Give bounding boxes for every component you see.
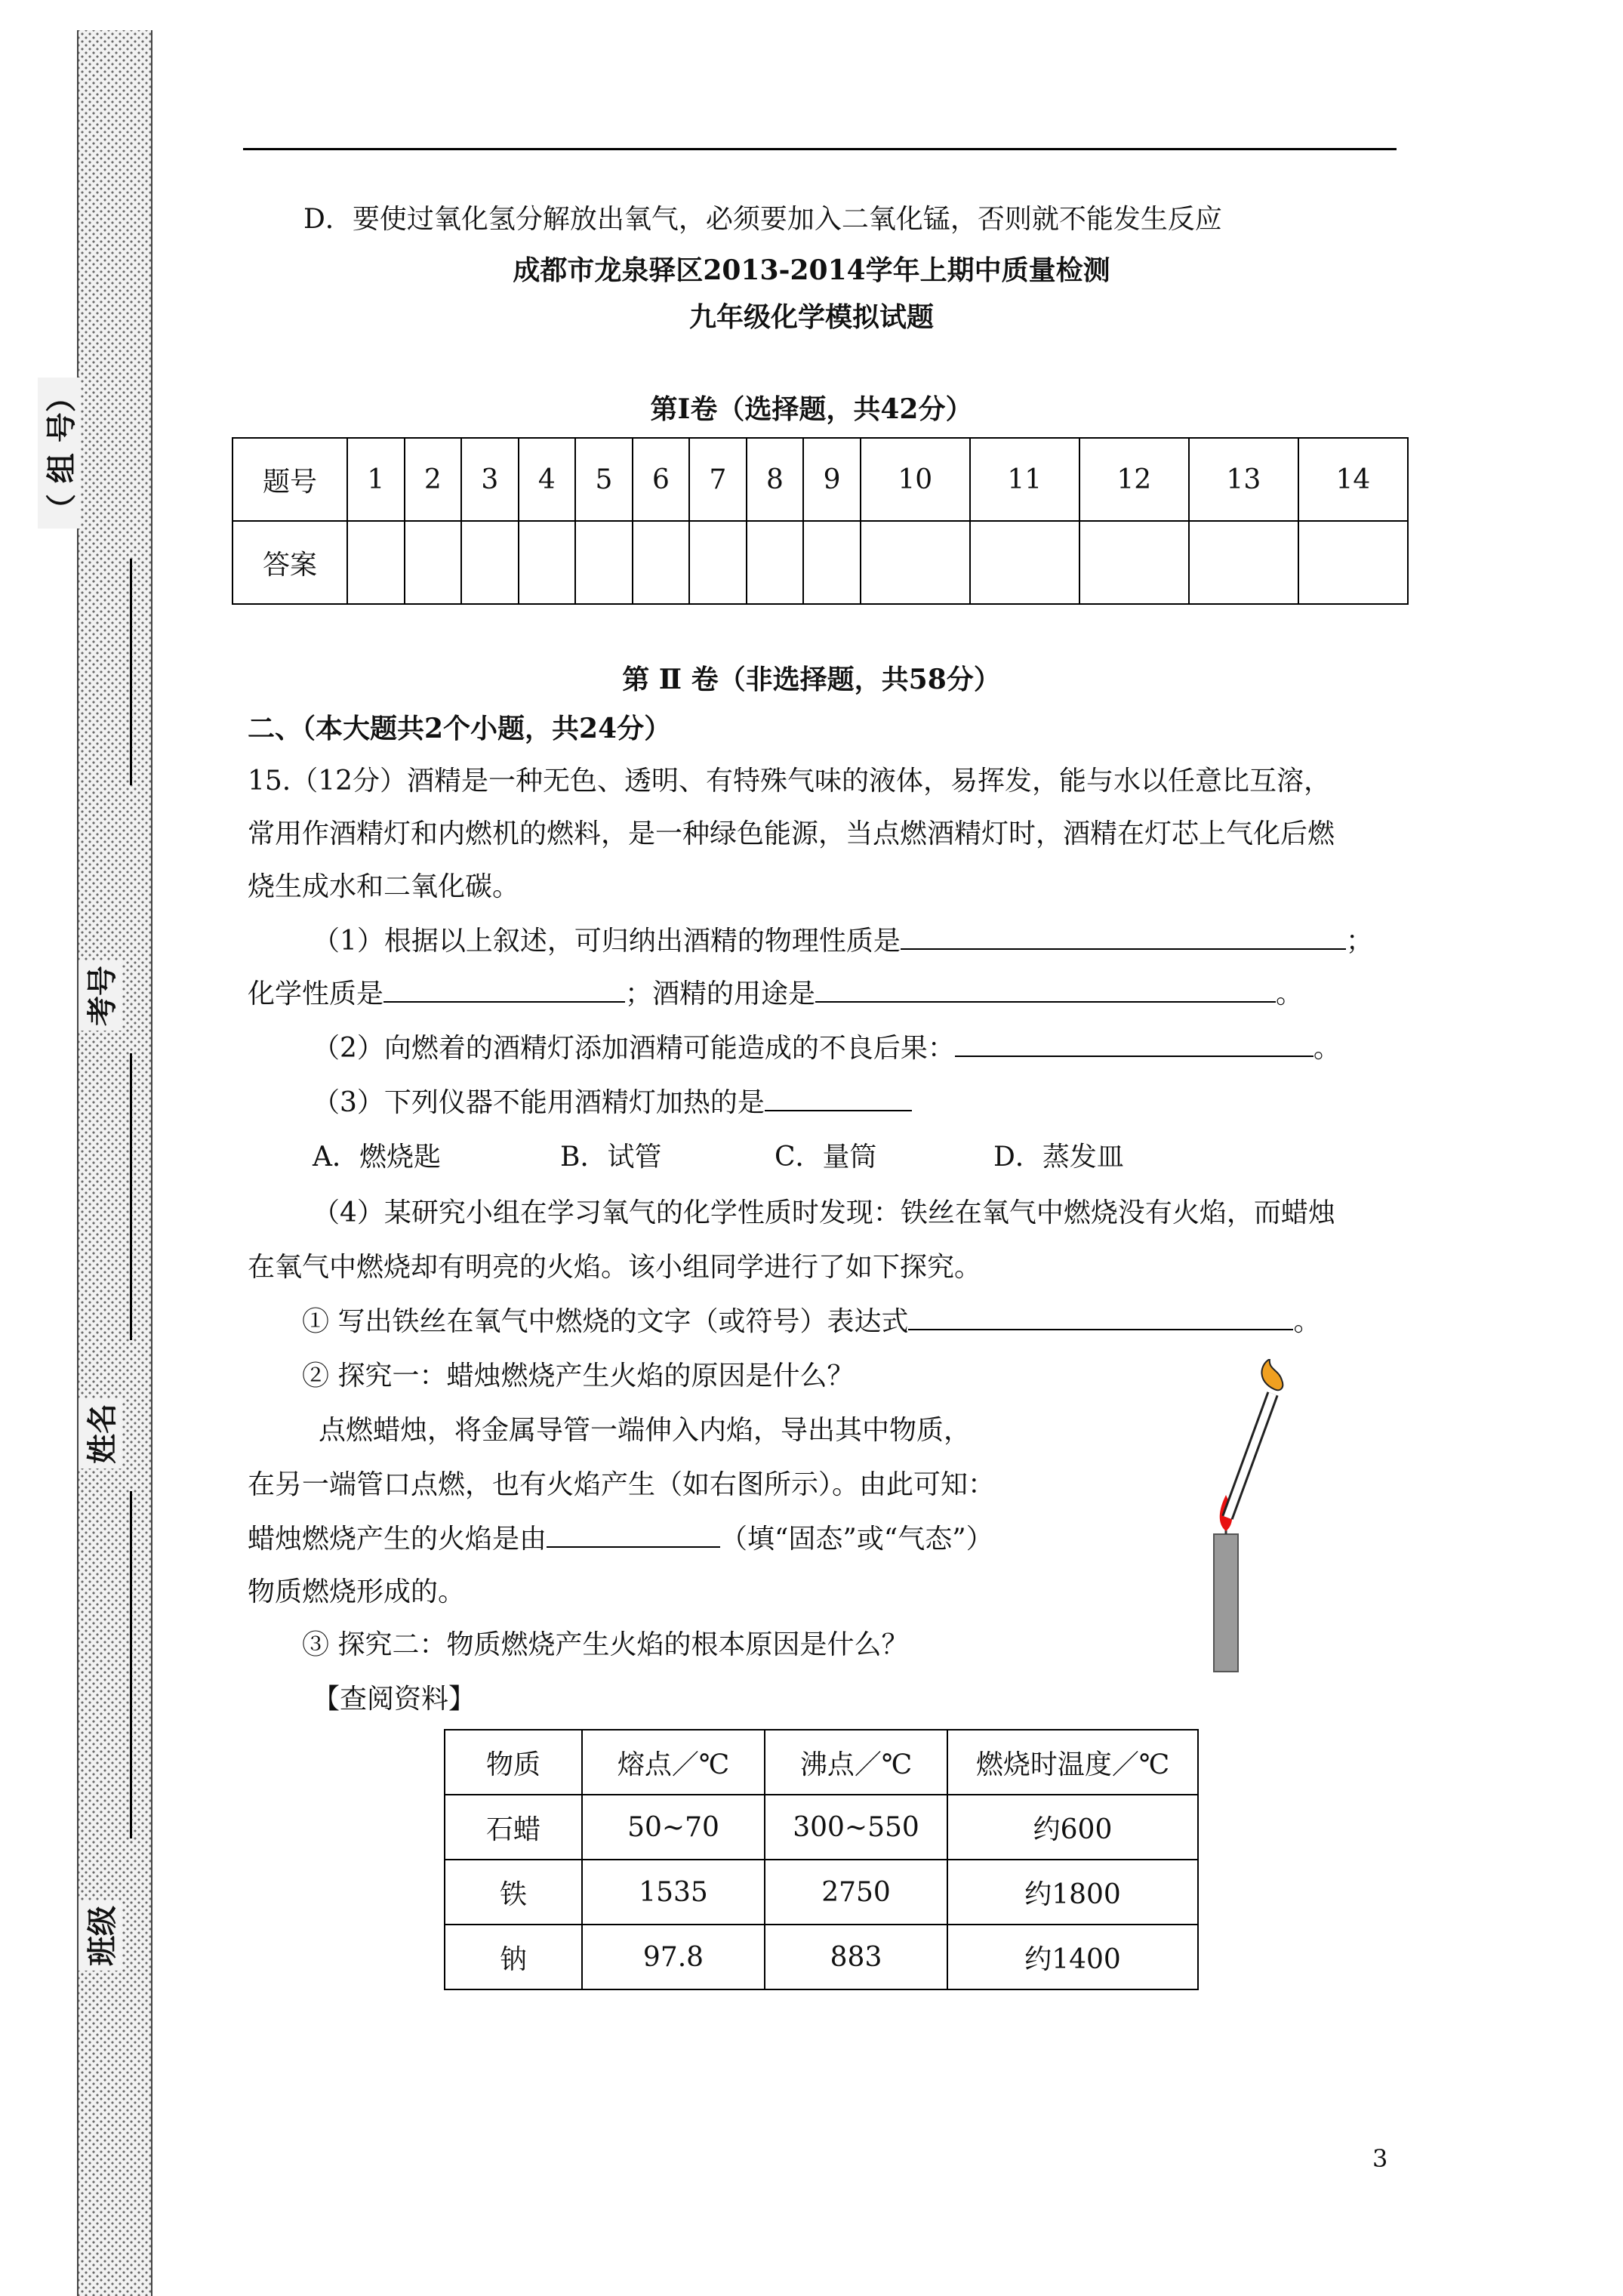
q15-part1-line <box>313 920 1373 958</box>
question-number-cell: 12 <box>1079 438 1189 521</box>
question-number-cell: 6 <box>633 438 690 521</box>
name-line <box>130 1491 132 1838</box>
step2-line3-text: 蜡烛燃烧产生的火焰是由 <box>248 1524 547 1555</box>
q15-part2-text: （2）向燃着的酒精灯添加酒精可能造成的不良后果： <box>313 1033 955 1064</box>
answer-cell[interactable] <box>347 521 405 604</box>
q15-intro-line2: 常用作酒精灯和内燃机的燃料，是一种绿色能源，当点燃酒精灯时，酒精在灯芯上气化后燃 <box>248 818 1335 849</box>
table-cell: 铁 <box>445 1860 582 1925</box>
answer-cell[interactable] <box>1079 521 1189 604</box>
table-cell: 2750 <box>765 1860 947 1925</box>
table-row <box>445 1730 1198 1795</box>
table-cell: 97.8 <box>582 1925 765 1989</box>
question-number-cell: 10 <box>861 438 970 521</box>
instrument-blank[interactable] <box>765 1083 912 1111</box>
table-cell: 1535 <box>582 1860 765 1925</box>
answer-cell[interactable] <box>747 521 804 604</box>
question-number-cell: 14 <box>1298 438 1408 521</box>
header-substance: 物质 <box>445 1730 582 1795</box>
table-cell: 约1800 <box>947 1860 1198 1925</box>
question-number-cell: 11 <box>970 438 1079 521</box>
group-number-field: （ 组 号） <box>38 378 81 529</box>
answer-cell[interactable] <box>633 521 690 604</box>
step2-line4: 物质燃烧形成的。 <box>248 1576 466 1607</box>
exam-subtitle: 九年级化学模拟试题 <box>688 301 934 333</box>
class-label: 班级 <box>79 1901 122 1971</box>
exam-title: 成都市龙泉驿区2013-2014学年上期中质量检测 <box>513 254 1110 286</box>
part2-heading: 第 Ⅱ 卷（非选择题，共58分） <box>622 664 1001 695</box>
q15-part3-text: （3）下列仪器不能用酒精灯加热的是 <box>313 1087 765 1118</box>
header-rule <box>243 148 1397 150</box>
answer-cell[interactable] <box>861 521 970 604</box>
answer-cell[interactable] <box>1298 521 1408 604</box>
candle-icon <box>1214 1534 1238 1672</box>
table-cell: 50~70 <box>582 1795 765 1860</box>
header-burning-temperature: 燃烧时温度／℃ <box>947 1730 1198 1795</box>
q15-intro-line3: 烧生成水和二氧化碳。 <box>248 871 520 902</box>
answer-cell[interactable] <box>803 521 861 604</box>
header-melting-point: 熔点／℃ <box>582 1730 765 1795</box>
table-cell: 约600 <box>947 1795 1198 1860</box>
name-label: 姓名 <box>79 1399 122 1469</box>
chemical-property-label: 化学性质是 <box>248 978 384 1009</box>
physical-property-blank[interactable] <box>901 921 1346 950</box>
chemical-property-blank[interactable] <box>383 974 625 1003</box>
answer-cell[interactable] <box>970 521 1079 604</box>
consequence-blank[interactable] <box>955 1028 1313 1057</box>
question-number-cell: 1 <box>347 438 405 521</box>
table-cell: 300~550 <box>765 1795 947 1860</box>
q15-part1-text: （1）根据以上叙述，可归纳出酒精的物理性质是 <box>313 926 901 957</box>
answer-cell[interactable] <box>689 521 747 604</box>
page-number: 3 <box>1372 2144 1388 2173</box>
step2-line2: 在另一端管口点燃，也有火焰产生（如右图所示）。由此可知： <box>248 1469 996 1500</box>
q15-part1-punct: ； <box>1345 926 1373 957</box>
option-c: C．量筒 <box>775 1142 877 1173</box>
question-number-cell: 2 <box>405 438 462 521</box>
prev-option-d: D．要使过氧化氢分解放出氧气，必须要加入二氧化锰，否则就不能发生反应 <box>303 204 1222 235</box>
step1-line <box>302 1300 1320 1339</box>
question-number-cell: 8 <box>747 438 804 521</box>
option-b: B．试管 <box>560 1142 662 1173</box>
question-number-cell: 5 <box>575 438 633 521</box>
step1-text: ① 写出铁丝在氧气中燃烧的文字（或符号）表达式 <box>302 1306 909 1337</box>
step2-line1: 点燃蜡烛，将金属导管一端伸入内焰，导出其中物质， <box>319 1415 972 1446</box>
part1-heading: 第Ⅰ卷（选择题，共42分） <box>650 393 973 425</box>
q15-part1-line2 <box>248 972 1303 1011</box>
header-boiling-point: 沸点／℃ <box>765 1730 947 1795</box>
table-row <box>445 1860 1198 1925</box>
answer-cell[interactable] <box>519 521 576 604</box>
option-d: D．蒸发皿 <box>993 1142 1124 1173</box>
question-number-cell: 9 <box>803 438 861 521</box>
answer-cell[interactable] <box>575 521 633 604</box>
question-number-cell: 4 <box>519 438 576 521</box>
reference-data-table <box>444 1729 1199 1990</box>
table-cell: 石蜡 <box>445 1795 582 1860</box>
step2-line3 <box>248 1518 993 1556</box>
q15-part4-line1: （4）某研究小组在学习氧气的化学性质时发现：铁丝在氧气中燃烧没有火焰，而蜡烛 <box>313 1197 1335 1228</box>
row-header-answer: 答案 <box>233 521 347 604</box>
tube-flame-icon <box>1261 1359 1283 1390</box>
answer-cell[interactable] <box>461 521 519 604</box>
table-row <box>445 1925 1198 1989</box>
q15-part1-end: 。 <box>1276 978 1304 1009</box>
option-a: A．燃烧匙 <box>313 1142 441 1173</box>
row-header-number: 题号 <box>233 438 347 521</box>
reference-heading: 【查阅资料】 <box>313 1684 476 1715</box>
question-number-cell: 7 <box>689 438 747 521</box>
use-label: ；酒精的用途是 <box>625 978 816 1009</box>
table-row <box>445 1795 1198 1860</box>
state-blank[interactable] <box>547 1519 720 1548</box>
answer-cell[interactable] <box>1189 521 1298 604</box>
q15-intro-line1: 15.（12分）酒精是一种无色、透明、有特殊气味的液体，易挥发，能与水以任意比互溶， <box>248 766 1332 797</box>
question-number-cell: 13 <box>1189 438 1298 521</box>
answer-cell[interactable] <box>405 521 462 604</box>
step2-heading: ② 探究一：蜡烛燃烧产生火焰的原因是什么？ <box>302 1361 855 1391</box>
table-cell: 约1400 <box>947 1925 1198 1989</box>
step1-end: 。 <box>1293 1306 1321 1337</box>
step2-line3-hint: （填“固态”或“气态”） <box>720 1524 993 1555</box>
exam-number-line <box>130 1053 132 1340</box>
answer-table <box>232 437 1409 605</box>
section2-heading: 二、（本大题共2个小题，共24分） <box>248 713 672 744</box>
question-number-cell: 3 <box>461 438 519 521</box>
table-cell: 883 <box>765 1925 947 1989</box>
q15-part3-line <box>313 1081 912 1120</box>
table-row <box>233 521 1408 604</box>
q15-part4-line2: 在氧气中燃烧却有明亮的火焰。该小组同学进行了如下探究。 <box>248 1252 982 1283</box>
exam-number-label: 考号 <box>79 961 122 1031</box>
candle-experiment-figure <box>1185 1359 1298 1676</box>
step3-heading: ③ 探究二：物质燃烧产生火焰的根本原因是什么？ <box>302 1629 909 1660</box>
q15-part2-line <box>313 1027 1341 1065</box>
table-row <box>233 438 1408 521</box>
iron-equation-blank[interactable] <box>908 1302 1293 1330</box>
q15-part2-end: 。 <box>1313 1033 1341 1064</box>
use-blank[interactable] <box>815 974 1276 1003</box>
table-cell: 钠 <box>445 1925 582 1989</box>
